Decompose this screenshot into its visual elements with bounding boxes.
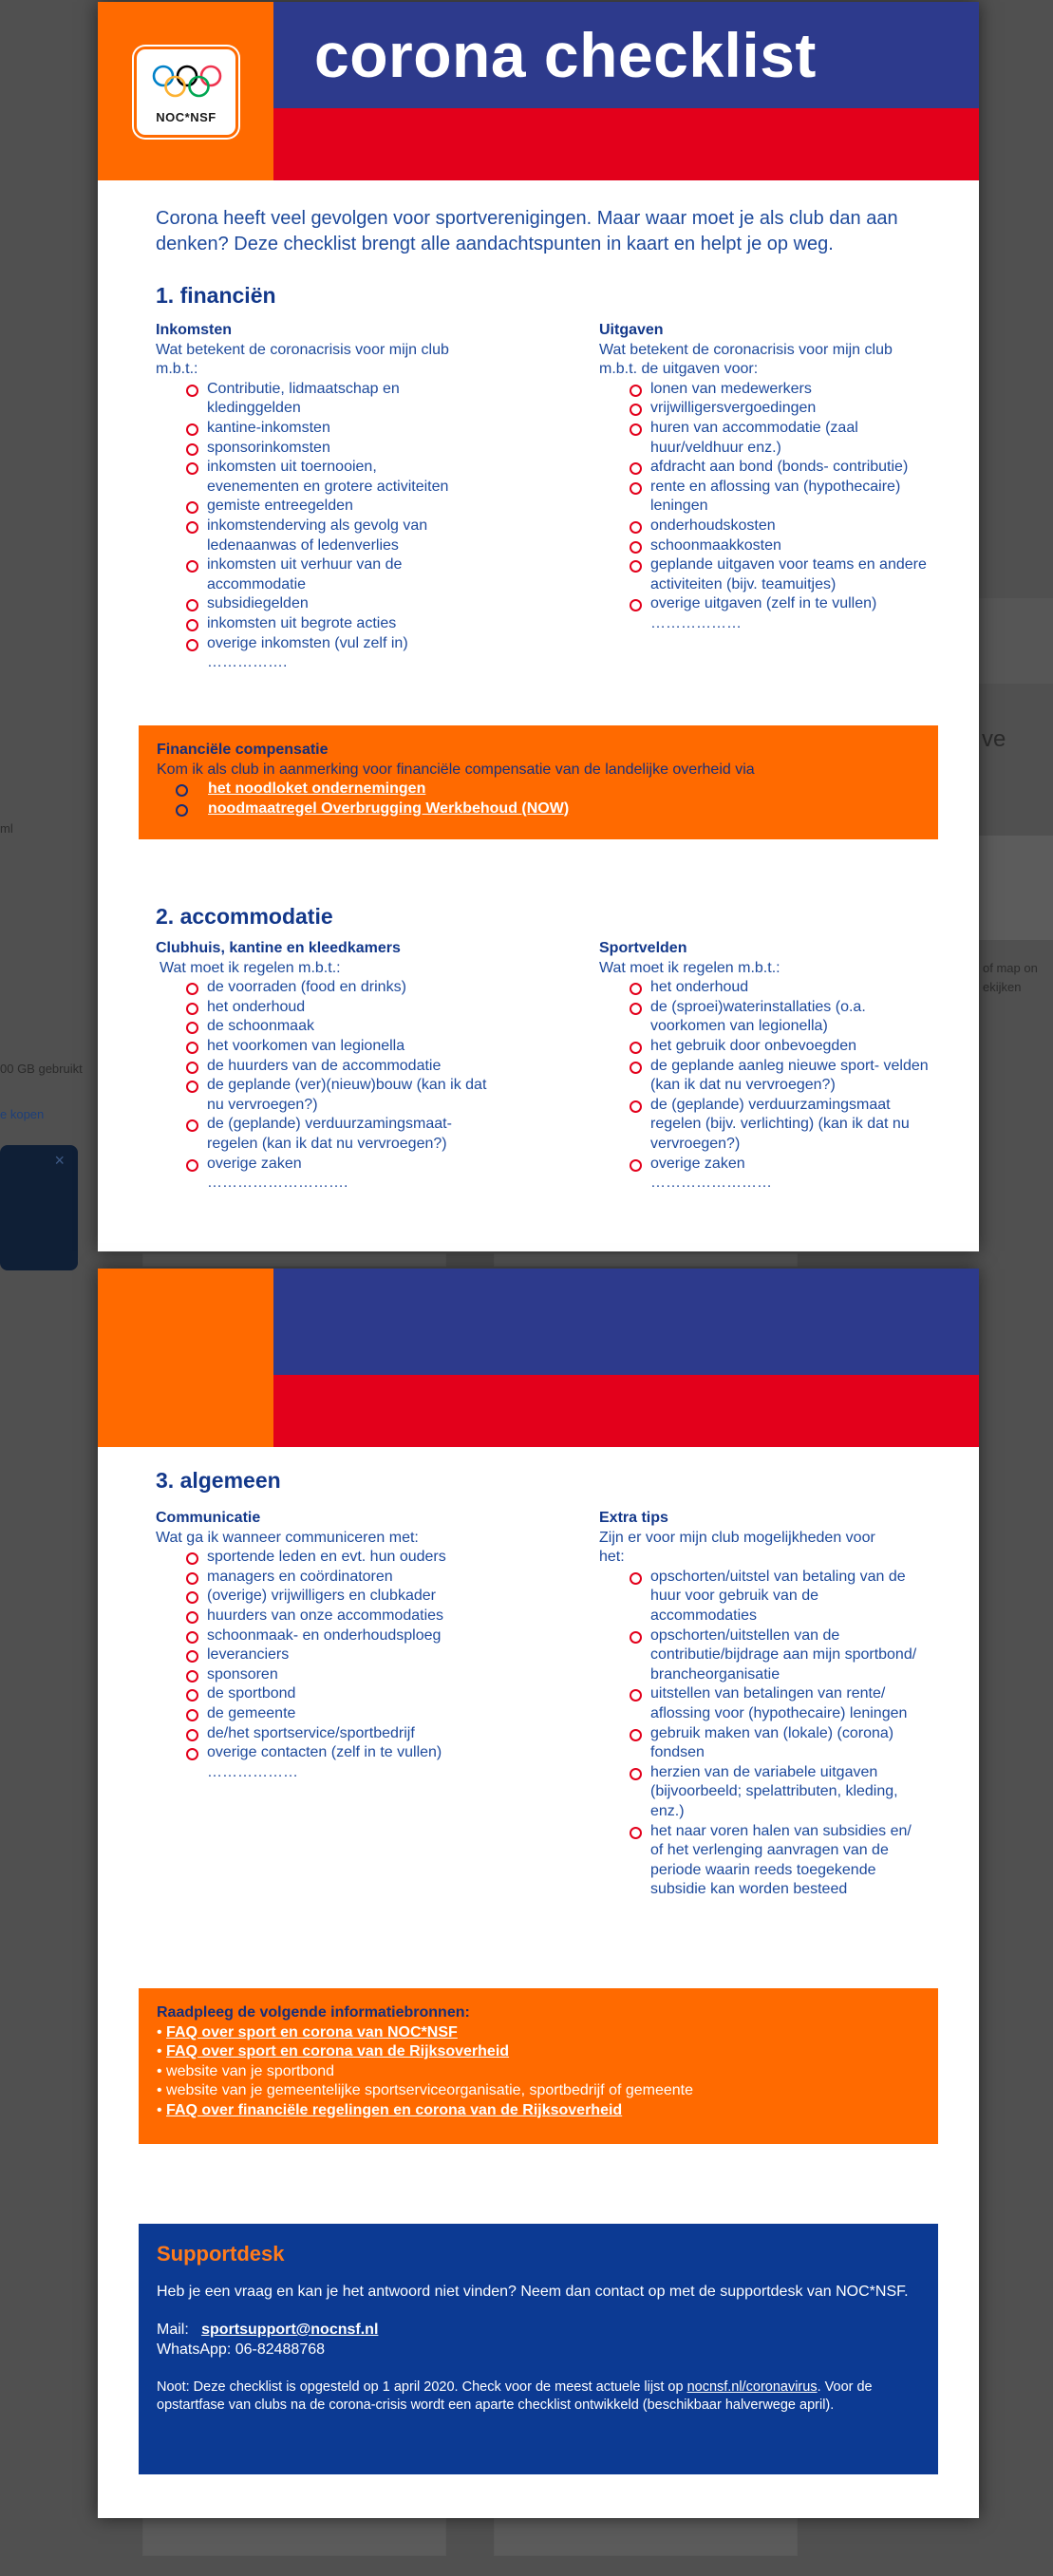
tips-heading: Extra tips	[599, 1510, 668, 1526]
tips-question: Zijn er voor mijn club mogelijkheden voor het:	[599, 1529, 875, 1566]
sources-box	[139, 1988, 938, 2144]
list-item: uitstellen van betalingen van rente/ aflossing voor (hypothecaire) leningen	[628, 1684, 922, 1723]
list-item: schoonmaak- en onderhoudsploeg	[184, 1626, 498, 1646]
note-text: . Voor de opstartfase van clubs na de corona-crisis wordt een aparte checklist ontwikkeld (beschikbaar halverwege april).	[157, 2379, 873, 2413]
list-item: de voorraden (food en drinks)	[184, 978, 488, 998]
sources-heading: Raadpleeg de volgende informatiebronnen:	[157, 2004, 470, 2021]
communication-heading: Communicatie	[156, 1510, 261, 1526]
list-item: het onderhoud	[184, 998, 488, 1018]
compensation-heading: Financiële compensatie	[157, 742, 329, 758]
income-heading: Inkomsten	[156, 322, 233, 338]
list-item: de (geplande) verduurzamingsmaat regelen (bijv. verlichting) (kan ik dat nu vervroegen?)	[628, 1096, 941, 1155]
backdrop-popup	[0, 1145, 78, 1270]
fields-list	[628, 978, 941, 1174]
list-item: managers en coördinatoren	[184, 1568, 498, 1588]
list-item: gebruik maken van (lokale) (corona) fondsen	[628, 1724, 922, 1763]
list-item: gemiste entreegelden	[184, 497, 469, 517]
list-item: geplande uitgaven voor teams en andere activiteiten (bijv. teamuitjes)	[628, 555, 931, 594]
source-item: • FAQ over financiële regelingen en corona van de Rijksoverheid	[157, 2101, 623, 2118]
list-item: overige zaken	[184, 1155, 488, 1175]
source-item: • website van je gemeentelijke sportserviceorganisatie, sportbedrijf of gemeente	[157, 2082, 694, 2098]
list-item: sponsorinkomsten	[184, 439, 469, 459]
list-item: het voorkomen van legionella	[184, 1037, 488, 1057]
source-item: • FAQ over sport en corona van NOC*NSF	[157, 2023, 458, 2040]
communication-column	[156, 1509, 498, 1782]
list-item: afdracht aan bond (bonds- contributie)	[628, 458, 931, 478]
backdrop-text: 00 GB gebruikt	[0, 1062, 83, 1076]
backdrop-text: ve	[982, 726, 1006, 752]
list-item: inkomsten uit begrote acties	[184, 614, 469, 634]
compensation-link-item	[174, 799, 920, 819]
list-item: sportende leden en evt. hun ouders	[184, 1548, 498, 1568]
header-red-band	[273, 108, 979, 180]
supportdesk-box	[139, 2224, 938, 2474]
tips-list	[628, 1568, 922, 1900]
backdrop-panel-right	[979, 598, 1053, 684]
communication-list	[184, 1548, 498, 1763]
backdrop-text: ml	[0, 821, 13, 836]
expenses-heading: Uitgaven	[599, 322, 664, 338]
clubhouse-column	[156, 939, 487, 1194]
expenses-question: Wat betekent de coronacrisis voor mijn club m.b.t. de uitgaven voor:	[599, 341, 893, 378]
list-item: inkomsten uit verhuur van de accommodatie	[184, 555, 469, 594]
list-item: overige contacten (zelf in te vullen)	[184, 1743, 498, 1763]
list-item: overige inkomsten (vul zelf in)	[184, 634, 469, 654]
list-item: de sportbond	[184, 1684, 498, 1704]
source-link[interactable]: FAQ over financiële regelingen en corona van de Rijksoverheid	[166, 2101, 623, 2118]
list-item: rente en aflossing van (hypothecaire) leningen	[628, 478, 931, 517]
list-item: herzien van de variabele uitgaven (bijvoorbeeld; spelattributen, kleding, enz.)	[628, 1763, 922, 1822]
header-blue-band	[273, 1269, 979, 1375]
close-icon[interactable]: ×	[54, 1151, 65, 1170]
page-title: corona checklist	[314, 20, 817, 90]
note-text: Noot: Deze checklist is opgesteld op 1 april 2020. Check voor de meest actuele lijst op	[157, 2379, 687, 2395]
list-item: sponsoren	[184, 1665, 498, 1685]
list-item: huurders van onze accommodaties	[184, 1607, 498, 1626]
fill-in-dots: ……………………….	[207, 1175, 348, 1192]
list-item: opschorten/uitstel van betaling van de huur voor gebruik van de accommodaties	[628, 1568, 922, 1626]
list-item: subsidiegelden	[184, 594, 469, 614]
list-item: de gemeente	[184, 1704, 498, 1724]
fill-in-dots: ……………………	[650, 1175, 772, 1192]
document-page-2	[98, 1269, 979, 2518]
nocnsf-logo	[134, 47, 238, 138]
list-item: de (geplande) verduurzamingsmaat- regelen (kan ik dat nu vervroegen?)	[184, 1115, 488, 1154]
backdrop-row	[142, 2518, 446, 2556]
supportdesk-mail-row	[157, 2321, 920, 2341]
source-link[interactable]: FAQ over sport en corona van NOC*NSF	[166, 2023, 458, 2040]
fill-in-dots: …………….	[207, 654, 288, 671]
clubhouse-question: Wat moet ik regelen m.b.t.:	[160, 959, 341, 976]
backdrop-row	[142, 1253, 446, 1267]
source-link[interactable]: FAQ over sport en corona van de Rijksoverheid	[166, 2043, 510, 2059]
list-item: Contributie, lidmaatschap en kledinggelden	[184, 380, 469, 419]
section-title-finance: 1. financiën	[156, 283, 276, 308]
header-orange-block	[98, 1269, 273, 1447]
compensation-links	[174, 780, 920, 818]
list-item: het gebruik door onbevoegden	[628, 1037, 941, 1057]
page-header	[98, 1269, 979, 1447]
list-item: leveranciers	[184, 1645, 498, 1665]
compensation-text: Kom ik als club in aanmerking voor financiële compensatie van de landelijke overheid via	[157, 761, 755, 778]
mail-label: Mail:	[157, 2322, 189, 2338]
fields-heading: Sportvelden	[599, 940, 687, 956]
compensation-link-item	[174, 780, 920, 799]
list-item: huren van accommodatie (zaal huur/veldhuur enz.)	[628, 419, 931, 458]
source-item: • FAQ over sport en corona van de Rijksoverheid	[157, 2043, 510, 2059]
list-item: (overige) vrijwilligers en clubkader	[184, 1587, 498, 1607]
list-item: de/het sportservice/sportbedrijf	[184, 1724, 498, 1744]
supportdesk-text: Heb je een vraag en kan je het antwoord niet vinden? Neem dan contact op met de supportdesk van NOC*NSF.	[157, 2283, 909, 2300]
backdrop-card-right	[979, 836, 1053, 940]
communication-question: Wat ga ik wanneer communiceren met:	[156, 1529, 419, 1546]
source-text: website van je gemeentelijke sportserviceorganisatie, sportbedrijf of gemeente	[166, 2082, 694, 2098]
backdrop-text: ekijken	[983, 980, 1022, 994]
page-header	[98, 2, 979, 180]
list-item: inkomsten uit toernooien, evenementen en grotere activiteiten	[184, 458, 469, 497]
sources-list	[157, 2023, 920, 2121]
income-question: Wat betekent de coronacrisis voor mijn club m.b.t.:	[156, 341, 449, 378]
source-item: • website van je sportbond	[157, 2062, 335, 2079]
fields-question: Wat moet ik regelen m.b.t.:	[599, 959, 780, 976]
link-now[interactable]: noodmaatregel Overbrugging Werkbehoud (NOW)	[208, 799, 570, 817]
section-title-general: 3. algemeen	[156, 1468, 281, 1493]
income-column	[156, 321, 469, 673]
expenses-column	[599, 321, 931, 634]
source-text: website van je sportbond	[166, 2062, 335, 2079]
list-item: opschorten/uitstellen van de contributie/bijdrage aan mijn sportbond/ brancheorganisatie	[628, 1626, 922, 1685]
list-item: inkomstenderving als gevolg van ledenaanwas of ledenverlies	[184, 517, 469, 555]
list-item: de huurders van de accommodatie	[184, 1057, 488, 1077]
document-page-1	[98, 2, 979, 1251]
list-item: lonen van medewerkers	[628, 380, 931, 400]
list-item: de geplande aanleg nieuwe sport- velden (kan ik dat nu vervroegen?)	[628, 1057, 941, 1096]
header-red-band	[273, 1375, 979, 1447]
list-item: de schoonmaak	[184, 1017, 488, 1037]
supportdesk-note	[157, 2379, 920, 2415]
backdrop-row	[494, 2518, 798, 2556]
fill-in-dots: ………………	[650, 614, 742, 631]
list-item: schoonmaakkosten	[628, 536, 931, 556]
list-item: de geplande (ver)(nieuw)bouw (kan ik dat nu vervroegen?)	[184, 1076, 488, 1115]
backdrop-row	[494, 1253, 798, 1267]
intro-text: Corona heeft veel gevolgen voor sportverenigingen. Maar waar moet je als club dan aan denken? Deze checklist brengt alle aandachtspunten in kaart en helpt je op weg.	[156, 208, 898, 254]
list-item: vrijwilligersvergoedingen	[628, 399, 931, 419]
support-email-link[interactable]: sportsupport@nocnsf.nl	[201, 2322, 379, 2338]
fill-in-dots: ………………	[207, 1763, 298, 1780]
whatsapp-number: WhatsApp: 06-82488768	[157, 2341, 326, 2358]
income-list	[184, 380, 469, 653]
supportdesk-title: Supportdesk	[157, 2242, 285, 2266]
list-item: het onderhoud	[628, 978, 941, 998]
backdrop-text: of map on	[983, 961, 1038, 975]
compensation-box	[139, 725, 938, 839]
section-title-accommodation: 2. accommodatie	[156, 904, 333, 929]
list-item: kantine-inkomsten	[184, 419, 469, 439]
clubhouse-heading: Clubhuis, kantine en kleedkamers	[156, 940, 401, 956]
backdrop-link[interactable]: e kopen	[0, 1107, 45, 1121]
clubhouse-list	[184, 978, 488, 1174]
olympic-rings-icon	[150, 63, 224, 104]
coronavirus-link[interactable]: nocnsf.nl/coronavirus	[686, 2379, 818, 2395]
list-item: overige zaken	[628, 1155, 941, 1175]
list-item: het naar voren halen van subsidies en/ of het verlenging aanvragen van de periode waarin reeds toegekende subsidie kan worden besteed	[628, 1822, 922, 1900]
list-item: de (sproei)waterinstallaties (o.a. voorkomen van legionella)	[628, 998, 941, 1037]
logo-text: NOC*NSF	[156, 110, 216, 124]
list-item: onderhoudskosten	[628, 517, 931, 536]
expenses-list	[628, 380, 931, 614]
fields-column	[599, 939, 931, 1194]
tips-column	[599, 1509, 931, 1900]
link-noodloket[interactable]: het noodloket ondernemingen	[208, 780, 426, 797]
list-item: overige uitgaven (zelf in te vullen)	[628, 594, 931, 614]
